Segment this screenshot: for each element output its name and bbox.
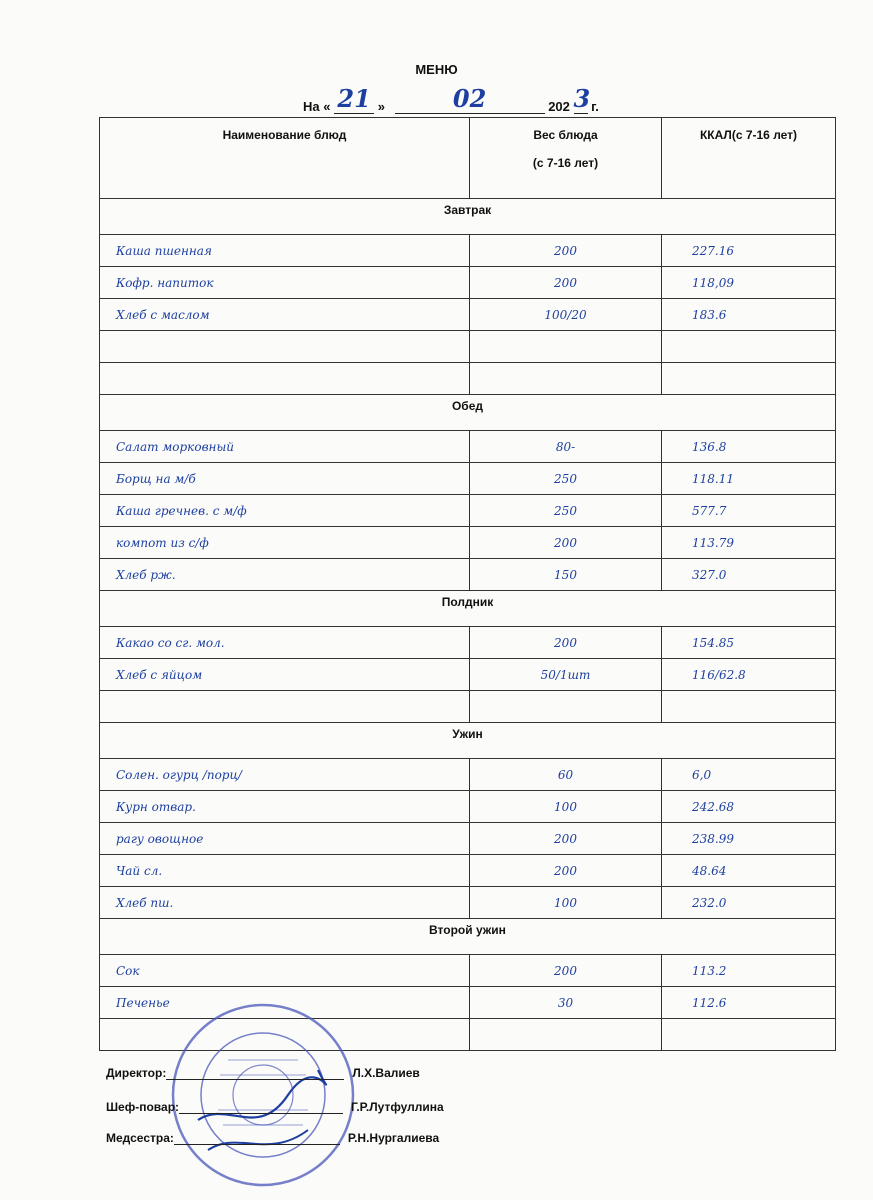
- weight-cell: 200: [470, 267, 662, 299]
- table-row: [100, 431, 836, 463]
- signature-director: Директор: Л.Х.Валиев: [106, 1066, 420, 1080]
- table-row: [100, 331, 836, 363]
- weight-cell: 30: [470, 987, 662, 1019]
- dish-cell: Каша гречнев. с м/ф: [100, 495, 470, 527]
- dish-cell: [100, 691, 470, 723]
- date-mid: »: [377, 99, 385, 114]
- year-suffix: г.: [591, 99, 599, 114]
- table-row: [100, 823, 836, 855]
- table-row: [100, 955, 836, 987]
- kcal-cell: 227.16: [662, 235, 836, 267]
- dish-cell: Хлеб с маслом: [100, 299, 470, 331]
- section-row: [100, 591, 836, 627]
- table-row: [100, 527, 836, 559]
- signature-nurse: Медсестра: Р.Н.Нургалиева: [106, 1131, 440, 1145]
- year-prefix: 202: [548, 99, 570, 114]
- weight-cell: 200: [470, 627, 662, 659]
- weight-cell: [470, 691, 662, 723]
- signature-chef: Шеф-повар: Г.Р.Лутфуллина: [106, 1100, 444, 1114]
- section-title: Полдник: [100, 591, 836, 627]
- col-weight-header: Вес блюда (с 7-16 лет): [470, 118, 662, 199]
- section-title: Завтрак: [100, 199, 836, 235]
- weight-cell: 100: [470, 791, 662, 823]
- dish-cell: Кофр. напиток: [100, 267, 470, 299]
- date-day: 21: [334, 84, 374, 114]
- kcal-cell: 112.6: [662, 987, 836, 1019]
- date-line: [303, 84, 599, 114]
- weight-cell: [470, 331, 662, 363]
- kcal-cell: 116/62.8: [662, 659, 836, 691]
- weight-cell: 100: [470, 887, 662, 919]
- kcal-cell: 118,09: [662, 267, 836, 299]
- section-title: Ужин: [100, 723, 836, 759]
- table-row: [100, 855, 836, 887]
- dish-cell: [100, 363, 470, 395]
- table-row: [100, 627, 836, 659]
- dish-cell: Чай сл.: [100, 855, 470, 887]
- col-dish-header: Наименование блюд: [100, 118, 470, 199]
- table-row: [100, 299, 836, 331]
- weight-cell: 250: [470, 463, 662, 495]
- menu-table: [99, 117, 836, 1051]
- date-month: 02: [395, 84, 545, 114]
- table-row: [100, 463, 836, 495]
- weight-cell: 80-: [470, 431, 662, 463]
- kcal-cell: 113.2: [662, 955, 836, 987]
- kcal-cell: [662, 1019, 836, 1051]
- dish-cell: Хлеб с яйцом: [100, 659, 470, 691]
- weight-cell: [470, 363, 662, 395]
- weight-cell: 250: [470, 495, 662, 527]
- dish-cell: [100, 331, 470, 363]
- weight-cell: 200: [470, 855, 662, 887]
- table-row: [100, 363, 836, 395]
- kcal-cell: 136.8: [662, 431, 836, 463]
- weight-cell: 200: [470, 235, 662, 267]
- kcal-cell: [662, 331, 836, 363]
- weight-cell: [470, 1019, 662, 1051]
- section-row: [100, 723, 836, 759]
- dish-cell: Хлеб рж.: [100, 559, 470, 591]
- weight-cell: 50/1шт: [470, 659, 662, 691]
- table-row: [100, 235, 836, 267]
- kcal-cell: 232.0: [662, 887, 836, 919]
- menu-body: [100, 199, 836, 1051]
- section-row: [100, 199, 836, 235]
- kcal-cell: 154.85: [662, 627, 836, 659]
- kcal-cell: 577.7: [662, 495, 836, 527]
- weight-cell: 150: [470, 559, 662, 591]
- dish-cell: компот из с/ф: [100, 527, 470, 559]
- dish-cell: Печенье: [100, 987, 470, 1019]
- kcal-cell: 238.99: [662, 823, 836, 855]
- table-row: [100, 559, 836, 591]
- table-header: [100, 118, 836, 199]
- kcal-cell: [662, 691, 836, 723]
- table-row: [100, 691, 836, 723]
- dish-cell: Какао со сг. мол.: [100, 627, 470, 659]
- dish-cell: Солен. огурц /порц/: [100, 759, 470, 791]
- dish-cell: Каша пшенная: [100, 235, 470, 267]
- weight-cell: 200: [470, 527, 662, 559]
- table-row: [100, 791, 836, 823]
- table-row: [100, 887, 836, 919]
- table-row: [100, 759, 836, 791]
- round-stamp: [168, 1000, 358, 1190]
- dish-cell: Борщ на м/б: [100, 463, 470, 495]
- table-row: [100, 495, 836, 527]
- weight-cell: 200: [470, 955, 662, 987]
- dish-cell: Салат морковный: [100, 431, 470, 463]
- kcal-cell: 183.6: [662, 299, 836, 331]
- kcal-cell: 118.11: [662, 463, 836, 495]
- dish-cell: Сок: [100, 955, 470, 987]
- kcal-cell: 6,0: [662, 759, 836, 791]
- section-row: [100, 919, 836, 955]
- document-title: МЕНЮ: [415, 62, 458, 77]
- table-row: [100, 267, 836, 299]
- year-digit: 3: [573, 84, 591, 113]
- kcal-cell: [662, 363, 836, 395]
- kcal-cell: 242.68: [662, 791, 836, 823]
- weight-cell: 60: [470, 759, 662, 791]
- section-title: Обед: [100, 395, 836, 431]
- dish-cell: Курн отвар.: [100, 791, 470, 823]
- table-row: [100, 659, 836, 691]
- kcal-cell: 113.79: [662, 527, 836, 559]
- col-kcal-header: ККАЛ(с 7-16 лет): [662, 118, 836, 199]
- kcal-cell: 327.0: [662, 559, 836, 591]
- weight-cell: 100/20: [470, 299, 662, 331]
- section-title: Второй ужин: [100, 919, 836, 955]
- weight-cell: 200: [470, 823, 662, 855]
- date-prefix: На «: [303, 99, 331, 114]
- kcal-cell: 48.64: [662, 855, 836, 887]
- dish-cell: Хлеб пш.: [100, 887, 470, 919]
- section-row: [100, 395, 836, 431]
- dish-cell: рагу овощное: [100, 823, 470, 855]
